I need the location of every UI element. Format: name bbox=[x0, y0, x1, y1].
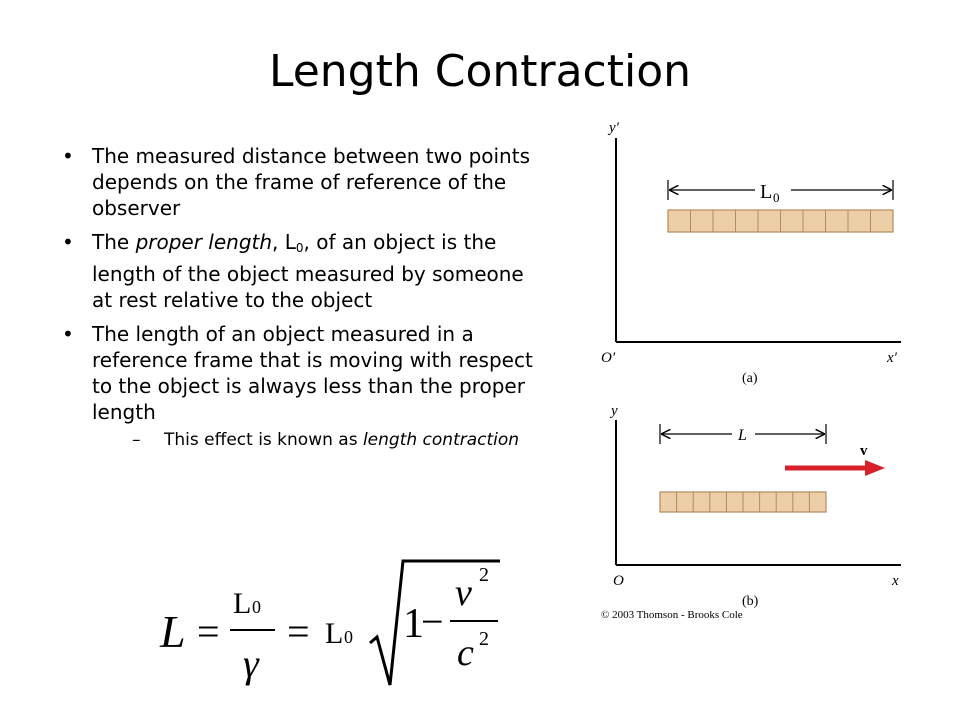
proper-length-label: L bbox=[760, 181, 773, 203]
x-prime-axis-label: x′ bbox=[887, 350, 897, 366]
rod-moving bbox=[660, 492, 826, 512]
caption-b: (b) bbox=[742, 594, 759, 609]
length-contraction-term: length contraction bbox=[362, 430, 520, 450]
eq-equals-2: = bbox=[287, 609, 310, 654]
velocity-label: v bbox=[860, 443, 868, 459]
eq-gamma: γ bbox=[243, 641, 259, 686]
length-contraction-figure bbox=[595, 110, 915, 630]
bullet-text: The length of an object measured in a reference frame that is moving with respect to the object is always less than the proper length bbox=[92, 322, 533, 424]
rod-rest bbox=[668, 210, 893, 232]
bullet-text: The measured distance between two points depends on the frame of reference of the observer bbox=[92, 144, 530, 220]
origin-prime-label: O′ bbox=[601, 350, 616, 366]
bullet-measured-distance bbox=[62, 143, 542, 221]
sub-bullet-length-contraction bbox=[92, 429, 542, 451]
panel-a bbox=[601, 120, 901, 386]
bullet-proper-length bbox=[62, 229, 542, 313]
proper-length-sub: 0 bbox=[773, 190, 780, 205]
x-axis-label: x bbox=[892, 573, 899, 589]
origin-label: O bbox=[613, 573, 624, 589]
copyright-notice: © 2003 Thomson - Brooks Cole bbox=[601, 609, 743, 621]
eq-factor-L: L bbox=[325, 617, 344, 650]
eq-one: 1 bbox=[403, 601, 424, 647]
bullet-text: The bbox=[92, 230, 136, 254]
contracted-length-label: L bbox=[738, 427, 747, 444]
eq-v: v bbox=[455, 572, 472, 614]
eq-equals: = bbox=[197, 609, 220, 654]
slide-title: Length Contraction bbox=[268, 46, 692, 97]
y-prime-axis-label: y′ bbox=[609, 120, 619, 136]
y-axis-label: y bbox=[611, 403, 618, 419]
eq-v-exp: 2 bbox=[479, 564, 489, 586]
length-contraction-equation bbox=[155, 555, 515, 695]
eq-minus: − bbox=[421, 599, 444, 644]
eq-c-exp: 2 bbox=[479, 628, 489, 650]
velocity-arrow-head bbox=[865, 460, 885, 476]
sub-bullet-text: This effect is known as bbox=[164, 430, 363, 450]
subscript: 0 bbox=[295, 241, 304, 255]
bullet-text: , of an object is the length of the object measured by someone at rest relative to the object bbox=[92, 230, 524, 312]
eq-numerator-L: L bbox=[233, 587, 252, 620]
eq-lhs-L: L bbox=[160, 606, 186, 657]
bullet-text: , L bbox=[272, 230, 296, 254]
eq-c: c bbox=[457, 632, 474, 674]
eq-factor-sub: 0 bbox=[344, 627, 353, 647]
bullet-moving-frame bbox=[62, 321, 542, 451]
eq-numerator-sub: 0 bbox=[252, 597, 261, 617]
proper-length-term: proper length bbox=[135, 230, 273, 254]
panel-b bbox=[609, 403, 901, 609]
bullet-list bbox=[62, 143, 542, 459]
caption-a: (a) bbox=[742, 371, 758, 386]
